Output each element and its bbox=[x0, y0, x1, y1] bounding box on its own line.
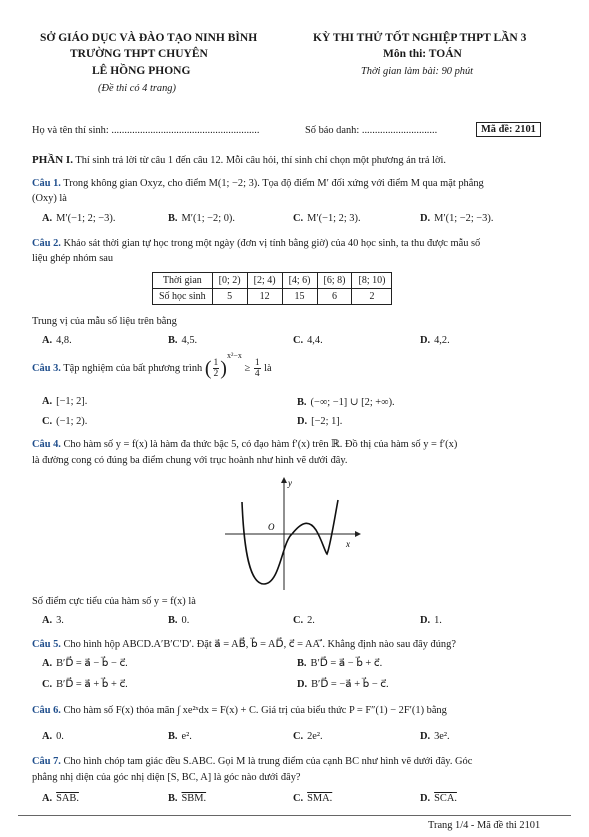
q7-option-c-text: SMA. bbox=[307, 793, 333, 804]
q5-option-c[interactable]: C. B′D⃗ = a⃗ + b⃗ + c⃗. bbox=[42, 679, 128, 690]
school-name-line1: TRƯỜNG THPT CHUYÊN bbox=[70, 48, 208, 60]
q3-option-d[interactable]: D. [−2; 1]. bbox=[297, 416, 343, 427]
q3-line1 bbox=[32, 351, 272, 380]
q2-label: Câu 2. bbox=[32, 238, 61, 249]
student-id-field: Số báo danh: ............................. bbox=[305, 125, 438, 136]
q6-option-a-text: 0. bbox=[56, 731, 64, 742]
duration: Thời gian làm bài: 90 phút bbox=[361, 66, 474, 77]
q6-option-a[interactable]: A. 0. bbox=[42, 731, 64, 742]
q5-text1: Cho hình hộp ABCD.A′B′C′D′. Đặt a⃗ = AB⃗, b⃗ = AD⃗, c⃗ = AA′⃗. Khẳng định nào sau đây đúng? bbox=[63, 639, 456, 650]
rhs-den: 4 bbox=[254, 369, 260, 379]
q4-text2: là đường cong có đúng ba điểm chung với trục hoành như hình vẽ dưới đây. bbox=[32, 455, 348, 466]
q3-text-post: là bbox=[264, 362, 272, 374]
q4-text1: Cho hàm số y = f(x) là hàm đa thức bậc 5, có đạo hàm f′(x) trên ℝ. Đồ thị của hàm số y = f′(x) bbox=[63, 439, 458, 450]
q3-option-b[interactable]: B. (−∞; −1] ∪ [2; +∞). bbox=[297, 397, 395, 408]
paren-right: ) bbox=[220, 357, 227, 380]
q1-option-a[interactable]: A. M′(−1; 2; −3). bbox=[42, 213, 116, 224]
q6-option-b[interactable]: B. e². bbox=[168, 731, 192, 742]
q7-option-b-text: SBM. bbox=[181, 793, 207, 804]
q1-option-c-text: M′(−1; 2; 3). bbox=[307, 213, 361, 224]
q4-option-c[interactable]: C. 2. bbox=[293, 615, 315, 626]
paren-left: ( bbox=[204, 357, 212, 380]
q7-option-c[interactable]: C. SMA. bbox=[293, 793, 333, 804]
q6-text1: Cho hàm số F(x) thỏa mãn ∫ xe²ˣdx = F(x) + C. Giá trị của biểu thức P = F″(1) − 2F′(1) bằng bbox=[63, 705, 447, 716]
q5-option-a-text: B′D⃗ = a⃗ − b⃗ − c⃗. bbox=[56, 658, 128, 669]
q2-text3: Trung vị của mẫu số liệu trên bằng bbox=[32, 316, 177, 327]
y-axis-label: y bbox=[288, 478, 292, 488]
q6-option-d-text: 3e². bbox=[434, 731, 450, 742]
q2-option-a-text: 4,8. bbox=[56, 335, 72, 346]
q6-option-d[interactable]: D. 3e². bbox=[420, 731, 450, 742]
q2-option-d-text: 4,2. bbox=[434, 335, 450, 346]
table-row bbox=[153, 289, 392, 305]
q3-option-c[interactable]: C. (−1; 2). bbox=[42, 416, 88, 427]
page-count-note: (Đề thi có 4 trang) bbox=[98, 83, 176, 94]
q3-option-b-text: (−∞; −1] ∪ [2; +∞). bbox=[310, 397, 395, 408]
geq-sign: ≥ bbox=[244, 362, 251, 374]
base-den: 2 bbox=[213, 369, 219, 379]
table-cell: Thời gian bbox=[153, 273, 213, 289]
frequency-table bbox=[152, 272, 392, 305]
school-name-line2: LÊ HỒNG PHONG bbox=[92, 65, 191, 77]
q1-option-d[interactable]: D. M′(1; −2; −3). bbox=[420, 213, 494, 224]
base-num: 1 bbox=[213, 358, 219, 368]
q6-label: Câu 6. bbox=[32, 705, 61, 716]
q5-label: Câu 5. bbox=[32, 639, 61, 650]
q4-option-d[interactable]: D. 1. bbox=[420, 615, 442, 626]
table-cell: 15 bbox=[282, 289, 317, 305]
q7-option-b[interactable]: B. SBM. bbox=[168, 793, 207, 804]
subject: Môn thi: TOÁN bbox=[383, 48, 462, 60]
table-cell: 6 bbox=[317, 289, 352, 305]
part1-header bbox=[32, 154, 446, 166]
q7-text2: phẳng nhị diện của góc nhị diện [S, BC, A] là góc nào dưới đây? bbox=[32, 772, 301, 783]
q1-option-b[interactable]: B. M′(1; −2; 0). bbox=[168, 213, 235, 224]
table-cell: Số học sinh bbox=[153, 289, 213, 305]
table-cell: [6; 8) bbox=[317, 273, 352, 289]
q6-option-b-text: e². bbox=[181, 731, 192, 742]
q5-option-b[interactable]: B. B′D⃗ = a⃗ − b⃗ + c⃗. bbox=[297, 658, 383, 669]
q3-option-d-text: [−2; 1]. bbox=[311, 416, 343, 427]
q1-label: Câu 1. bbox=[32, 178, 61, 189]
table-cell: 12 bbox=[247, 289, 282, 305]
q2-option-c-text: 4,4. bbox=[307, 335, 323, 346]
q1-option-a-text: M′(−1; 2; −3). bbox=[56, 213, 116, 224]
q4-option-c-text: 2. bbox=[307, 615, 315, 626]
table-cell: [4; 6) bbox=[282, 273, 317, 289]
q1-option-d-text: M′(1; −2; −3). bbox=[434, 213, 494, 224]
table-cell: 5 bbox=[212, 289, 247, 305]
q3-option-a-text: [−1; 2]. bbox=[56, 396, 88, 407]
q4-option-a-text: 3. bbox=[56, 615, 64, 626]
q1-text1: Trong không gian Oxyz, cho điểm M(1; −2; 3). Tọa độ điểm M′ đối xứng với điểm M qua mặt phẳng bbox=[63, 178, 484, 189]
rhs-fraction bbox=[254, 358, 261, 379]
q4-option-b-text: 0. bbox=[181, 615, 190, 626]
q7-option-d[interactable]: D. SCA. bbox=[420, 793, 457, 804]
q3-text-pre: Tập nghiệm của bất phương trình bbox=[63, 362, 203, 374]
table-row bbox=[153, 273, 392, 289]
part1-title: PHẦN I. bbox=[32, 154, 73, 166]
q5-option-d-text: B′D⃗ = −a⃗ + b⃗ − c⃗. bbox=[311, 679, 389, 690]
q3-option-c-text: (−1; 2). bbox=[56, 416, 88, 427]
q2-line1 bbox=[32, 238, 480, 249]
q7-label: Câu 7. bbox=[32, 756, 61, 767]
q4-option-a[interactable]: A. 3. bbox=[42, 615, 64, 626]
q1-option-c[interactable]: C. M′(−1; 2; 3). bbox=[293, 213, 361, 224]
department-name: SỞ GIÁO DỤC VÀ ĐÀO TẠO NINH BÌNH bbox=[40, 32, 258, 44]
part1-instruction: Thí sinh trả lời từ câu 1 đến câu 12. Mỗi câu hỏi, thí sinh chỉ chọn một phương án trả lời. bbox=[75, 155, 446, 166]
exam-code-box: Mã đề: 2101 bbox=[476, 122, 541, 137]
q5-option-a[interactable]: A. B′D⃗ = a⃗ − b⃗ − c⃗. bbox=[42, 658, 128, 669]
student-name-field: Họ và tên thí sinh: ......................................................... bbox=[32, 125, 260, 136]
q7-option-a[interactable]: A. SAB. bbox=[42, 793, 79, 804]
q4-label: Câu 4. bbox=[32, 439, 61, 450]
table-cell: [2; 4) bbox=[247, 273, 282, 289]
q7-line1 bbox=[32, 756, 472, 767]
table-cell: [8; 10) bbox=[352, 273, 392, 289]
q6-line1 bbox=[32, 705, 447, 716]
origin-label: O bbox=[268, 522, 275, 532]
q4-option-d-text: 1. bbox=[434, 615, 442, 626]
footer-divider bbox=[18, 815, 571, 816]
exponent: x²−x bbox=[226, 351, 242, 361]
q2-option-a[interactable]: A. 4,8. bbox=[42, 335, 72, 346]
q2-text1: Khảo sát thời gian tự học trong một ngày (đơn vị tính bằng giờ) của 40 học sinh, ta thu được mẫu số bbox=[63, 238, 481, 249]
q5-option-b-text: B′D⃗ = a⃗ − b⃗ + c⃗. bbox=[310, 658, 383, 669]
q2-option-c[interactable]: C. 4,4. bbox=[293, 335, 323, 346]
q7-text1: Cho hình chóp tam giác đều S.ABC. Gọi M là trung điểm của cạnh BC như hình vẽ dưới đây. Góc bbox=[63, 756, 473, 767]
q6-option-c-text: 2e². bbox=[307, 731, 323, 742]
q1-option-b-text: M′(1; −2; 0). bbox=[181, 213, 235, 224]
q2-text2: liệu ghép nhóm sau bbox=[32, 253, 114, 264]
q6-option-c[interactable]: C. 2e². bbox=[293, 731, 323, 742]
base-fraction bbox=[213, 358, 220, 379]
q2-option-b-text: 4,5. bbox=[181, 335, 198, 346]
q4-text3: Số điểm cực tiểu của hàm số y = f(x) là bbox=[32, 596, 196, 607]
derivative-graph bbox=[220, 472, 370, 592]
q5-line1 bbox=[32, 638, 456, 650]
q2-option-d[interactable]: D. 4,2. bbox=[420, 335, 450, 346]
q5-option-c-text: B′D⃗ = a⃗ + b⃗ + c⃗. bbox=[56, 679, 128, 690]
q4-option-b[interactable]: B. 0. bbox=[168, 615, 190, 626]
rhs-num: 1 bbox=[254, 358, 260, 368]
q7-option-a-text: SAB. bbox=[56, 793, 79, 804]
q3-option-a[interactable]: A. [−1; 2]. bbox=[42, 396, 88, 407]
q1-line1 bbox=[32, 178, 484, 189]
q2-option-b[interactable]: B. 4,5. bbox=[168, 335, 198, 346]
table-cell: [0; 2) bbox=[212, 273, 247, 289]
q7-option-d-text: SCA. bbox=[434, 793, 457, 804]
q4-line1 bbox=[32, 438, 457, 450]
table-cell: 2 bbox=[352, 289, 392, 305]
exam-title: KỲ THI THỬ TỐT NGHIỆP THPT LẦN 3 bbox=[313, 32, 527, 44]
q1-text2: (Oxy) là bbox=[32, 193, 67, 204]
page-footer: Trang 1/4 - Mã đề thi 2101 bbox=[428, 820, 541, 831]
q3-label: Câu 3. bbox=[32, 362, 61, 374]
x-axis-label: x bbox=[346, 539, 350, 549]
derivative-curve bbox=[242, 500, 338, 584]
q5-option-d[interactable]: D. B′D⃗ = −a⃗ + b⃗ − c⃗. bbox=[297, 679, 389, 690]
